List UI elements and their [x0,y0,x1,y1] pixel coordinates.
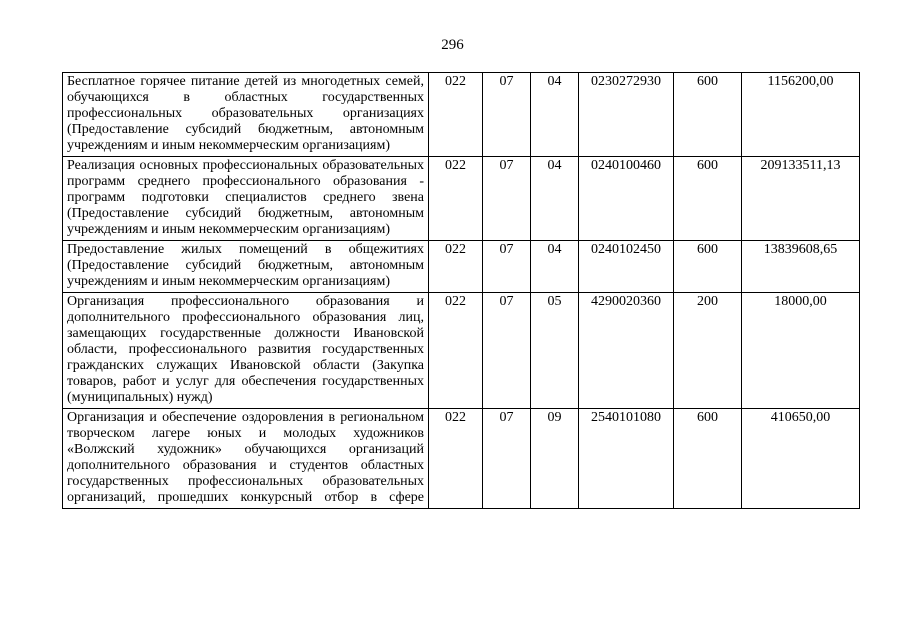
subsection-code-cell: 09 [531,409,579,509]
section-code-cell: 07 [483,293,531,409]
page-number: 296 [441,37,464,53]
table-row [63,409,860,509]
csr-code-cell: 0230272930 [579,73,674,157]
table-row [63,241,860,293]
amount-cell: 1156200,00 [742,73,860,157]
subsection-code-cell: 04 [531,241,579,293]
section-code-cell: 07 [483,157,531,241]
expense-name-cell: Реализация основных профессиональных образовательных программ среднего профессионального образования - программ подготовки специалистов среднего звена (Предоставление субсидий бюджетным, автономным учреждениям и иным некоммерческим организациям) [63,157,429,241]
expense-type-cell: 600 [674,409,742,509]
grbs-code-cell: 022 [429,157,483,241]
subsection-code-cell: 04 [531,73,579,157]
subsection-code-cell: 05 [531,293,579,409]
expense-name-cell: Бесплатное горячее питание детей из многодетных семей, обучающихся в областных государственных профессиональных образовательных организациях (Предоставление субсидий бюджетным, автономным учреждениям и иным некоммерческим организациям) [63,73,429,157]
table-row [63,293,860,409]
amount-cell: 13839608,65 [742,241,860,293]
amount-cell: 410650,00 [742,409,860,509]
expense-type-cell: 600 [674,73,742,157]
amount-cell: 209133511,13 [742,157,860,241]
expense-type-cell: 600 [674,241,742,293]
grbs-code-cell: 022 [429,293,483,409]
csr-code-cell: 4290020360 [579,293,674,409]
expense-name-cell: Организация профессионального образования и дополнительного профессионального образования лиц, замещающих государственные должности Ивановской области, профессионального развития государственных гражданских служащих Ивановской области (Закупка товаров, работ и услуг для обеспечения государственных (муниципальных) нужд) [63,293,429,409]
grbs-code-cell: 022 [429,241,483,293]
section-code-cell: 07 [483,241,531,293]
grbs-code-cell: 022 [429,409,483,509]
amount-cell: 18000,00 [742,293,860,409]
csr-code-cell: 2540101080 [579,409,674,509]
budget-expense-table [62,72,860,509]
section-code-cell: 07 [483,73,531,157]
section-code-cell: 07 [483,409,531,509]
subsection-code-cell: 04 [531,157,579,241]
expense-type-cell: 600 [674,157,742,241]
table-row [63,73,860,157]
csr-code-cell: 0240100460 [579,157,674,241]
csr-code-cell: 0240102450 [579,241,674,293]
table-row [63,157,860,241]
expense-type-cell: 200 [674,293,742,409]
expense-name-cell: Организация и обеспечение оздоровления в региональном творческом лагере юных и молодых художников «Волжский художник» обучающихся организаций дополнительного образования и студентов областных государственных профессиональных образовательных организаций, прошедших конкурсный отбор в сфере [63,409,429,509]
grbs-code-cell: 022 [429,73,483,157]
expense-name-cell: Предоставление жилых помещений в общежитиях (Предоставление субсидий бюджетным, автономным учреждениям и иным некоммерческим организациям) [63,241,429,293]
